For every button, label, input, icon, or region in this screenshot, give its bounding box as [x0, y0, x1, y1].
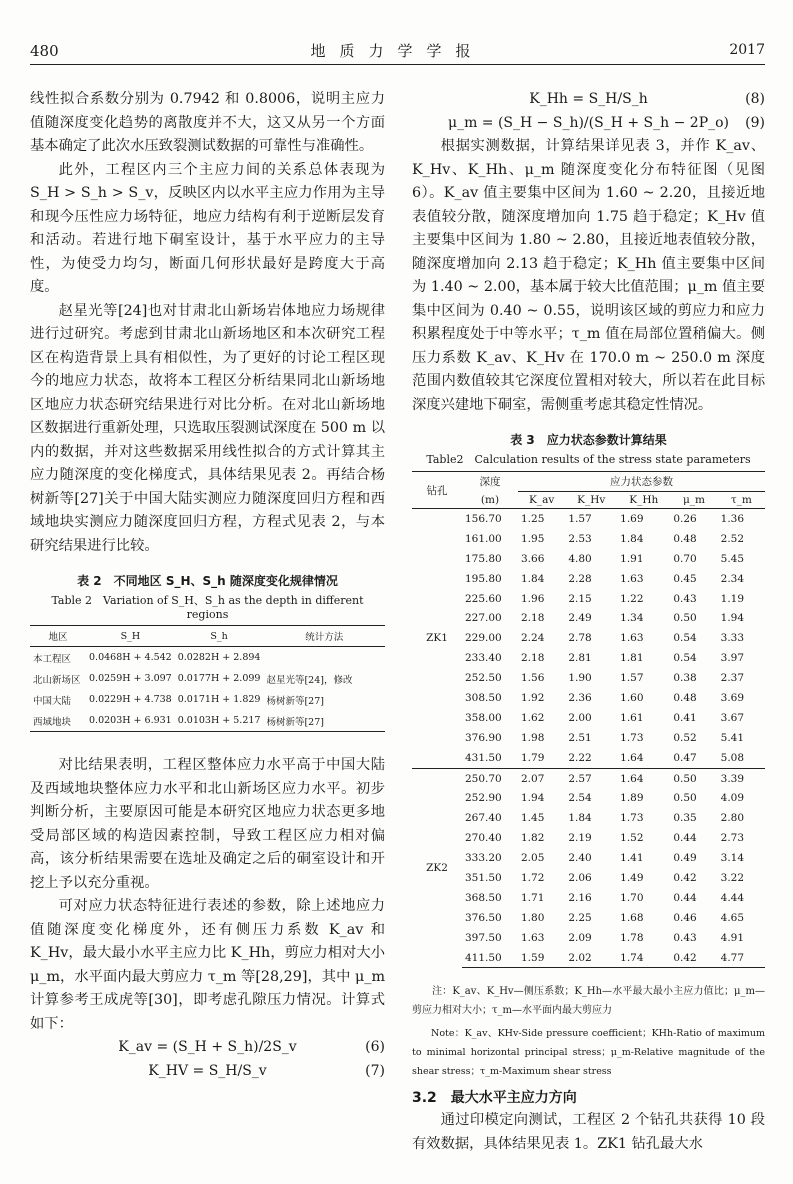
- table-cell: 0.0229H + 4.738: [89, 694, 172, 705]
- table-cell: 1.74: [617, 948, 670, 968]
- table-cell: 0.50: [673, 792, 697, 805]
- table-cell: 1.69: [620, 512, 644, 525]
- table-cell: 0.48: [673, 691, 697, 704]
- table-cell: 0.54: [673, 652, 697, 665]
- table3-header-kav: K_av: [518, 492, 565, 509]
- table-cell: 1.89: [620, 792, 644, 805]
- table-cell: 351.50: [465, 871, 502, 884]
- table3-note-en: Note：K_av、KHv-Side pressure coefficient；KHh-Ratio of maximum to minimal horizontal principal stress；μ_m-Relative magnitude of the shear stress；τ_m-Maximum shear stress: [412, 1028, 765, 1078]
- table3-caption-en: Table2 Calculation results of the stress state parameters: [426, 453, 751, 466]
- table-row: [412, 748, 765, 768]
- table-row: [412, 589, 765, 609]
- table-cell: 1.71: [521, 891, 545, 904]
- table-cell: 0.48: [673, 532, 697, 545]
- table-cell: 2.18: [521, 612, 545, 625]
- equation-7-number: (7): [365, 1062, 385, 1079]
- table-cell: 3.39: [718, 768, 765, 788]
- table-cell: 1.84: [620, 532, 644, 545]
- borehole-label: ZK2: [412, 768, 462, 968]
- table-cell: 1.72: [521, 871, 545, 884]
- table-cell: 3.33: [720, 632, 745, 645]
- table-cell: 西域地块: [30, 710, 86, 732]
- table-row: [412, 509, 765, 529]
- table-cell: 1.63: [620, 572, 644, 585]
- equation-8: [412, 88, 765, 112]
- paragraph-beishan-comparison: 赵星光等[24]也对甘肃北山新场岩体地应力场规律进行过研究。考虑到甘肃北山新场地区和本次研究工程区在构造背景上具有相似性，为了更好的讨论工程区现今的地应力状态，故将本工程区分析结果同北山新场地区地应力状态研究结果进行对比分析。在对北山新场地区数据进行重新处理，只选取压裂测试深度在 500 m 以内的数据，并对这些数据采用线性拟合的方式计算其主应力随深度的变化梯度式，具体结果见表 2。再结合杨树新等[27]关于中国大陆实测应力随深度回归方程和西域地块实测应力随深度回归方程，方程式见表 2，与本研究结果进行比较。: [30, 302, 385, 554]
- table-row: [30, 689, 385, 710]
- table-row: [412, 628, 765, 648]
- table-cell: 4.77: [718, 948, 765, 968]
- table-cell: 杨树新等[27]: [263, 710, 385, 732]
- table3: [412, 471, 765, 968]
- table-cell: 195.80: [465, 572, 502, 585]
- table-cell: 2.53: [568, 532, 592, 545]
- table3-header-khv: K_Hv: [565, 492, 617, 509]
- table3-header-tau: τ_m: [718, 492, 765, 509]
- table-cell: 3.66: [521, 552, 545, 565]
- table-cell: 3.67: [720, 711, 745, 724]
- table-cell: 270.40: [465, 832, 502, 845]
- table-cell: 1.52: [620, 832, 644, 845]
- table-cell: 2.18: [521, 652, 545, 665]
- journal-title: 地质力学学报: [310, 42, 485, 60]
- table-cell: 2.81: [568, 652, 592, 665]
- equation-9: [412, 112, 765, 136]
- table-row: [412, 569, 765, 589]
- table-cell: 0.42: [670, 948, 717, 968]
- table-cell: 1.70: [620, 891, 644, 904]
- table-cell: 411.50: [462, 948, 518, 968]
- left-column: [30, 88, 385, 1083]
- table-row: [412, 549, 765, 569]
- table-cell: 2.57: [565, 768, 617, 788]
- table-cell: 本工程区: [33, 653, 72, 665]
- table-cell: 1.98: [521, 731, 545, 744]
- paragraph-fitting-coefficients: 线性拟合系数分别为 0.7942 和 0.8006，说明主应力值随深度变化趋势的离散度并不大，这又从另一个方面基本确定了此次水压致裂测试数据的可靠性与准确性。: [30, 91, 385, 154]
- table-cell: 2.54: [568, 792, 592, 805]
- table-cell: 2.28: [568, 572, 592, 585]
- table-cell: 5.08: [720, 751, 745, 764]
- table-cell: 0.47: [673, 751, 697, 764]
- table-cell: 0.45: [673, 572, 697, 585]
- borehole-label: ZK1: [426, 632, 448, 645]
- table-cell: 2.15: [568, 592, 592, 605]
- table-cell: 1.45: [521, 812, 545, 825]
- table-row: [412, 788, 765, 808]
- table3-header-params-group: 应力状态参数: [518, 472, 765, 492]
- table2-header-region: 地区: [30, 626, 86, 647]
- table-cell: 1.25: [521, 512, 545, 525]
- table-cell: 3.69: [720, 691, 745, 704]
- table-row: [30, 647, 385, 669]
- table-cell: 0.0203H + 6.931: [86, 710, 175, 732]
- table-cell: 0.46: [673, 911, 697, 924]
- table-cell: 252.90: [465, 792, 502, 805]
- table-cell: 2.78: [568, 632, 592, 645]
- table-cell: 2.73: [720, 832, 745, 845]
- table-cell: 1.73: [620, 731, 644, 744]
- table-cell: 2.25: [568, 911, 592, 924]
- table-row: [412, 888, 765, 908]
- table-row: [412, 688, 765, 708]
- table-cell: 中国大陆: [33, 695, 72, 707]
- table-cell: 1.79: [521, 751, 545, 764]
- table-cell: 1.90: [568, 672, 592, 685]
- table-row: [412, 708, 765, 728]
- table3-note-zh: 注：K_av、K_Hv—侧压系数；K_Hh—水平最大最小主应力值比；μ_m—剪应力相对大小；τ_m—水平面内最大剪应力: [412, 986, 765, 1017]
- table-cell: 2.22: [568, 751, 592, 764]
- table-row: [412, 529, 765, 549]
- table-cell: 0.49: [673, 852, 697, 865]
- table-cell: 0.0259H + 3.097: [89, 673, 172, 684]
- journal-year: 2017: [729, 42, 765, 58]
- table-cell: 397.50: [465, 931, 502, 944]
- table-cell: 0.0282H + 2.894: [177, 652, 261, 663]
- table-cell: 431.50: [465, 751, 502, 764]
- table3-zk2-group: [412, 768, 765, 968]
- table-cell: 2.37: [720, 672, 745, 685]
- table-cell: 1.19: [720, 592, 745, 605]
- table-row: [412, 668, 765, 688]
- table-cell: 2.36: [568, 691, 592, 704]
- table-cell: 2.00: [568, 711, 592, 724]
- table-cell: 2.80: [720, 812, 745, 825]
- table-row: [412, 848, 765, 868]
- table3-zk1-group: [412, 509, 765, 769]
- table3-caption-zh: 表 3 应力状态参数计算结果: [510, 433, 667, 447]
- table-cell: 1.84: [521, 572, 545, 585]
- table-cell: 229.00: [465, 632, 502, 645]
- table2-header-method: 统计方法: [263, 626, 385, 647]
- table-row: [412, 868, 765, 888]
- table-cell: 368.50: [465, 891, 502, 904]
- table-cell: 2.07: [518, 768, 565, 788]
- table-cell: 233.40: [465, 652, 502, 665]
- table-row: [412, 908, 765, 928]
- table-row: [412, 728, 765, 748]
- table-row: [412, 948, 765, 968]
- table-row: [412, 648, 765, 668]
- table-row: [412, 808, 765, 828]
- table-cell: 2.52: [720, 532, 745, 545]
- table-cell: 0.43: [673, 931, 697, 944]
- table-cell: 2.24: [521, 632, 545, 645]
- table-cell: 1.81: [620, 652, 644, 665]
- table-row: [412, 608, 765, 628]
- table-cell: 1.62: [521, 711, 545, 724]
- table-cell: 2.06: [568, 871, 592, 884]
- table3-header-khh: K_Hh: [617, 492, 670, 509]
- table-cell: 1.41: [620, 852, 644, 865]
- table-cell: 0.0468H + 4.542: [89, 652, 172, 663]
- table-cell: 1.22: [620, 592, 644, 605]
- section-title: 3.2 最大水平主应力方向: [412, 1090, 577, 1107]
- table-cell: 1.68: [620, 911, 644, 924]
- table-cell: 156.70: [465, 512, 502, 525]
- equation-8-expression: K_Hh = S_H/S_h: [529, 91, 648, 107]
- table-cell: 333.20: [465, 852, 502, 865]
- table-cell: 1.63: [521, 931, 545, 944]
- table-cell: [263, 647, 385, 669]
- table-cell: 5.45: [720, 552, 745, 565]
- table-cell: 1.57: [620, 672, 644, 685]
- table-cell: 1.57: [568, 512, 592, 525]
- paragraph-stress-direction: 通过印模定向测试，工程区 2 个钻孔共获得 10 段有效数据，具体结果见表 1。ZK1 钻孔最大水: [412, 1112, 765, 1152]
- table-cell: 2.34: [720, 572, 745, 585]
- table-cell: 1.60: [620, 691, 644, 704]
- table2-header-sh-max: S_H: [86, 626, 175, 647]
- table-cell: 0.50: [670, 768, 717, 788]
- table-cell: 1.78: [620, 931, 644, 944]
- equation-6: [30, 1036, 385, 1060]
- page-number: 480: [30, 42, 59, 60]
- paragraph-comparison-result: 对比结果表明，工程区整体应力水平高于中国大陆及西域地块整体应力水平和北山新场区应力水平。初步判断分析，主要原因可能是本研究区地应力状态更多地受局部区域的构造因素控制，导致工程区应力相对偏高，该分析结果需要在选址及确定之后的硐室设计和开挖上予以充分重视。: [30, 757, 385, 891]
- table-row: [412, 828, 765, 848]
- table-cell: 2.09: [568, 931, 592, 944]
- table-cell: 2.16: [568, 891, 592, 904]
- table-cell: 0.42: [673, 871, 697, 884]
- table-cell: 1.80: [521, 911, 545, 924]
- table-cell: 4.91: [720, 931, 745, 944]
- table-cell: 3.22: [720, 871, 745, 884]
- table-cell: 1.59: [518, 948, 565, 968]
- table-cell: 4.80: [568, 552, 592, 565]
- table-cell: 267.40: [465, 812, 502, 825]
- table-cell: 2.49: [568, 612, 592, 625]
- page-header: [30, 40, 765, 65]
- table-cell: 1.95: [521, 532, 545, 545]
- table-row: [412, 928, 765, 948]
- equation-8-number: (8): [745, 91, 765, 107]
- table-cell: 0.43: [673, 592, 697, 605]
- table-cell: 161.00: [465, 532, 502, 545]
- table-cell: 1.64: [620, 751, 644, 764]
- table-cell: 杨树新等[27]: [266, 695, 324, 707]
- table3-header-borehole: 钻孔: [412, 472, 462, 509]
- table-cell: 252.50: [465, 672, 502, 685]
- table-cell: 2.51: [568, 731, 592, 744]
- table-cell: 3.97: [720, 652, 745, 665]
- table-cell: 5.41: [720, 731, 745, 744]
- table-cell: 227.00: [465, 612, 502, 625]
- table-cell: 0.70: [673, 552, 697, 565]
- table3-header-mu: μ_m: [670, 492, 717, 509]
- paragraph-stress-relation: 此外，工程区内三个主应力间的关系总体表现为 S_H > S_h > S_v，反映区内以水平主应力作用为主导和现今压性应力场特征，地应力结构有利于逆断层发育和活动。若进行地下硐室设计，基于水平应力的主导性，为使受力均匀，断面几何形状最好是跨度大于高度。: [30, 161, 385, 295]
- table-cell: 4.65: [720, 911, 745, 924]
- table-cell: 0.0103H + 5.217: [175, 710, 264, 732]
- table-cell: 358.00: [465, 711, 502, 724]
- table-row: [412, 768, 765, 788]
- table-cell: 北山新场区: [33, 674, 81, 686]
- table-cell: 1.91: [620, 552, 644, 565]
- table-cell: 1.82: [521, 832, 545, 845]
- table-cell: 308.50: [465, 691, 502, 704]
- equation-6-number: (6): [365, 1039, 385, 1055]
- table-cell: 0.44: [673, 891, 697, 904]
- table-cell: 2.02: [565, 948, 617, 968]
- table-cell: 1.49: [620, 871, 644, 884]
- table-cell: 0.50: [673, 612, 697, 625]
- table-cell: 赵星光等[24]，修改: [266, 674, 353, 686]
- table-cell: 0.44: [673, 832, 697, 845]
- table-cell: 1.56: [521, 672, 545, 685]
- table-cell: 250.70: [462, 768, 518, 788]
- table-cell: 3.14: [720, 852, 745, 865]
- table-cell: 4.09: [720, 792, 745, 805]
- table-cell: 0.35: [673, 812, 697, 825]
- table-cell: 0.52: [673, 731, 697, 744]
- table-cell: 1.34: [620, 612, 644, 625]
- table-cell: 225.60: [465, 592, 502, 605]
- table-row: [30, 668, 385, 689]
- table-cell: 1.94: [521, 792, 545, 805]
- equation-9-expression: μ_m = (S_H − S_h)/(S_H + S_h − 2P_o): [447, 114, 730, 131]
- table-cell: 1.94: [720, 612, 745, 625]
- table-cell: 0.0177H + 2.099: [177, 673, 261, 684]
- table-cell: 0.0171H + 1.829: [177, 694, 261, 705]
- table2-caption-en: Table 2 Variation of S_H、S_h as the depth in different regions: [51, 594, 364, 621]
- equation-7: [30, 1060, 385, 1084]
- table-cell: 1.61: [620, 711, 644, 724]
- table-cell: 1.84: [568, 812, 592, 825]
- right-column: [412, 88, 765, 1156]
- table2-header-sh-min: S_h: [175, 626, 264, 647]
- table2: [30, 625, 385, 732]
- table-cell: 2.05: [521, 852, 545, 865]
- table-cell: 1.63: [620, 632, 644, 645]
- table-cell: 1.64: [617, 768, 670, 788]
- table-cell: 0.54: [673, 632, 697, 645]
- paragraph-results-description: 根据实测数据，计算结果详见表 3，并作 K_av、K_Hv、K_Hh、μ_m 随深度变化分布特征图（见图 6）。K_av 值主要集中区间为 1.60 ~ 2.20，且接近地表值较分散，随深度增加向 1.75 趋于稳定；K_Hv 值主要集中区间为 1.80 ~ 2.80，且接近地表值较分散，随深度增加向 2.13 趋于稳定；K_Hh 值主要集中区间为 1.40 ~ 2.00，基本属于较大比值范围；μ_m 值主要集中区间为 0.40 ~ 0.55，说明该区域的剪应力和应力积累程度处于中等水平；τ_m 值在局部位置稍偏大。侧压力系数 K_av、K_Hv 在 170.0 m ~ 250.0 m 深度范围内数值较其它深度位置相对较大，所以若在此目标深度兴建地下硐室，需侧重考虑其稳定性情况。: [412, 138, 765, 413]
- table3-header-depth: 深度: [462, 472, 518, 492]
- table-cell: 2.19: [568, 832, 592, 845]
- paragraph-stress-parameters: 可对应力状态特征进行表述的参数，除上述地应力值随深度变化梯度外，还有侧压力系数 K_av 和 K_Hv，最大最小水平主应力比 K_Hh，剪应力相对大小 μ_m，水平面内最大剪应力 τ_m 等[28,29]，其中 μ_m 计算参考王成虎等[30]，即考虑孔隙压力情况。计算式如下：: [30, 898, 385, 1032]
- equation-6-expression: K_av = (S_H + S_h)/2S_v: [118, 1039, 297, 1055]
- table-cell: 175.80: [465, 552, 502, 565]
- table-cell: 0.38: [673, 672, 697, 685]
- table3-notes: [412, 982, 765, 1081]
- table-row: [30, 710, 385, 732]
- table-cell: 1.92: [521, 691, 545, 704]
- table-cell: 4.44: [720, 891, 745, 904]
- table2-caption-zh: 表 2 不同地区 S_H、S_h 随深度变化规律情况: [77, 574, 338, 588]
- table-cell: 2.40: [568, 852, 592, 865]
- equation-7-expression: K_HV = S_H/S_v: [148, 1062, 267, 1079]
- table-cell: 1.36: [720, 512, 745, 525]
- table-cell: 0.41: [673, 711, 697, 724]
- table-cell: 376.50: [465, 911, 502, 924]
- equation-9-number: (9): [745, 114, 765, 131]
- table-cell: 1.73: [620, 812, 644, 825]
- table-cell: 0.26: [673, 512, 697, 525]
- table-cell: 1.96: [521, 592, 545, 605]
- table-cell: 376.90: [465, 731, 502, 744]
- table3-header-depth-unit: (m): [462, 492, 518, 509]
